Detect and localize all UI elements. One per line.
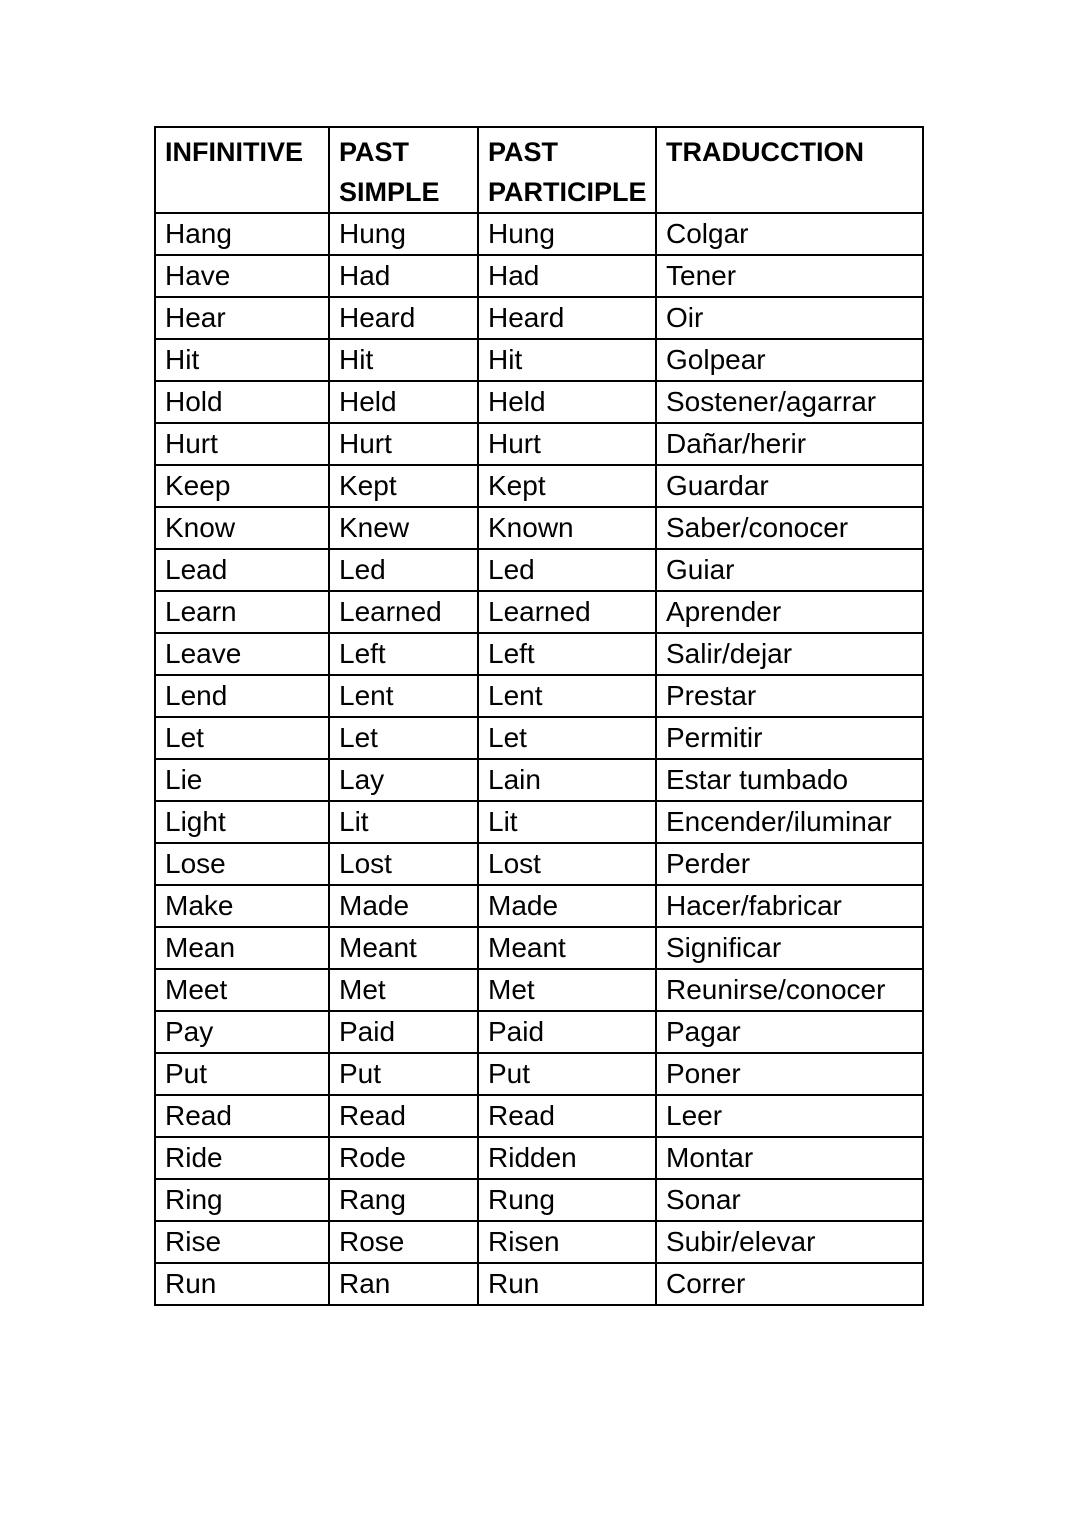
translation-cell: Sostener/agarrar [656, 381, 923, 423]
table-row [155, 927, 923, 969]
translation-cell: Leer [656, 1095, 923, 1137]
past-participle-cell: Risen [478, 1221, 656, 1263]
header-translation-line: TRADUCCTION [666, 137, 864, 167]
past-participle-cell: Met [478, 969, 656, 1011]
translation-cell: Golpear [656, 339, 923, 381]
infinitive-cell: Hit [155, 339, 329, 381]
header-past-simple [329, 127, 478, 213]
infinitive-cell: Hold [155, 381, 329, 423]
translation-cell: Subir/elevar [656, 1221, 923, 1263]
table-row [155, 507, 923, 549]
past-participle-cell: Known [478, 507, 656, 549]
past-participle-cell: Read [478, 1095, 656, 1137]
table-row [155, 255, 923, 297]
infinitive-cell: Let [155, 717, 329, 759]
past-simple-cell: Read [329, 1095, 478, 1137]
header-infinitive [155, 127, 329, 213]
past-simple-cell: Rose [329, 1221, 478, 1263]
table-header-row [155, 127, 923, 213]
irregular-verbs-table [154, 126, 924, 1306]
table-row [155, 801, 923, 843]
translation-cell: Pagar [656, 1011, 923, 1053]
past-simple-cell: Had [329, 255, 478, 297]
table-row [155, 1011, 923, 1053]
past-simple-cell: Knew [329, 507, 478, 549]
past-participle-cell: Lent [478, 675, 656, 717]
table-row [155, 549, 923, 591]
table-row [155, 339, 923, 381]
table-row [155, 1263, 923, 1305]
header-past-participle-line-2: PARTICIPLE [488, 177, 647, 207]
infinitive-cell: Ring [155, 1179, 329, 1221]
table-row [155, 717, 923, 759]
table-row [155, 381, 923, 423]
past-participle-cell: Hurt [478, 423, 656, 465]
table-row [155, 675, 923, 717]
past-participle-cell: Run [478, 1263, 656, 1305]
past-simple-cell: Learned [329, 591, 478, 633]
past-participle-cell: Made [478, 885, 656, 927]
infinitive-cell: Have [155, 255, 329, 297]
infinitive-cell: Ride [155, 1137, 329, 1179]
infinitive-cell: Make [155, 885, 329, 927]
translation-cell: Salir/dejar [656, 633, 923, 675]
past-participle-cell: Paid [478, 1011, 656, 1053]
infinitive-cell: Meet [155, 969, 329, 1011]
translation-cell: Guiar [656, 549, 923, 591]
infinitive-cell: Lead [155, 549, 329, 591]
table-row [155, 1095, 923, 1137]
translation-cell: Sonar [656, 1179, 923, 1221]
infinitive-cell: Read [155, 1095, 329, 1137]
past-participle-cell: Lit [478, 801, 656, 843]
past-simple-cell: Left [329, 633, 478, 675]
infinitive-cell: Lend [155, 675, 329, 717]
past-simple-cell: Rode [329, 1137, 478, 1179]
past-participle-cell: Kept [478, 465, 656, 507]
translation-cell: Estar tumbado [656, 759, 923, 801]
table-row [155, 1053, 923, 1095]
past-simple-cell: Heard [329, 297, 478, 339]
past-simple-cell: Held [329, 381, 478, 423]
past-simple-cell: Kept [329, 465, 478, 507]
infinitive-cell: Light [155, 801, 329, 843]
past-participle-cell: Lost [478, 843, 656, 885]
past-simple-cell: Lit [329, 801, 478, 843]
infinitive-cell: Keep [155, 465, 329, 507]
past-simple-cell: Led [329, 549, 478, 591]
past-simple-cell: Rang [329, 1179, 478, 1221]
past-participle-cell: Let [478, 717, 656, 759]
header-past-participle [478, 127, 656, 213]
translation-cell: Saber/conocer [656, 507, 923, 549]
past-participle-cell: Lain [478, 759, 656, 801]
table-body [155, 213, 923, 1305]
translation-cell: Montar [656, 1137, 923, 1179]
translation-cell: Significar [656, 927, 923, 969]
past-participle-cell: Meant [478, 927, 656, 969]
past-simple-cell: Lost [329, 843, 478, 885]
infinitive-cell: Lose [155, 843, 329, 885]
past-simple-cell: Let [329, 717, 478, 759]
infinitive-cell: Put [155, 1053, 329, 1095]
header-past-participle-line-1: PAST [488, 137, 559, 167]
header-translation [656, 127, 923, 213]
translation-cell: Encender/iluminar [656, 801, 923, 843]
table-row [155, 1179, 923, 1221]
translation-cell: Colgar [656, 213, 923, 255]
past-participle-cell: Put [478, 1053, 656, 1095]
header-past-simple-line-1: PAST [339, 137, 410, 167]
infinitive-cell: Hang [155, 213, 329, 255]
translation-cell: Tener [656, 255, 923, 297]
past-participle-cell: Learned [478, 591, 656, 633]
past-simple-cell: Hung [329, 213, 478, 255]
table-row [155, 465, 923, 507]
past-simple-cell: Meant [329, 927, 478, 969]
translation-cell: Perder [656, 843, 923, 885]
past-participle-cell: Led [478, 549, 656, 591]
infinitive-cell: Run [155, 1263, 329, 1305]
translation-cell: Guardar [656, 465, 923, 507]
translation-cell: Permitir [656, 717, 923, 759]
past-simple-cell: Made [329, 885, 478, 927]
table-row [155, 759, 923, 801]
table-row [155, 633, 923, 675]
past-simple-cell: Met [329, 969, 478, 1011]
table-row [155, 1221, 923, 1263]
table-row [155, 213, 923, 255]
header-infinitive-line: INFINITIVE [165, 137, 304, 167]
past-participle-cell: Ridden [478, 1137, 656, 1179]
past-participle-cell: Heard [478, 297, 656, 339]
infinitive-cell: Mean [155, 927, 329, 969]
past-simple-cell: Ran [329, 1263, 478, 1305]
translation-cell: Reunirse/conocer [656, 969, 923, 1011]
past-simple-cell: Lent [329, 675, 478, 717]
infinitive-cell: Rise [155, 1221, 329, 1263]
translation-cell: Poner [656, 1053, 923, 1095]
past-participle-cell: Had [478, 255, 656, 297]
infinitive-cell: Know [155, 507, 329, 549]
table-row [155, 591, 923, 633]
translation-cell: Aprender [656, 591, 923, 633]
infinitive-cell: Leave [155, 633, 329, 675]
past-simple-cell: Lay [329, 759, 478, 801]
past-participle-cell: Rung [478, 1179, 656, 1221]
infinitive-cell: Hear [155, 297, 329, 339]
infinitive-cell: Hurt [155, 423, 329, 465]
translation-cell: Dañar/herir [656, 423, 923, 465]
infinitive-cell: Pay [155, 1011, 329, 1053]
header-past-simple-line-2: SIMPLE [339, 177, 440, 207]
past-simple-cell: Paid [329, 1011, 478, 1053]
past-participle-cell: Left [478, 633, 656, 675]
table-row [155, 423, 923, 465]
translation-cell: Hacer/fabricar [656, 885, 923, 927]
past-participle-cell: Hit [478, 339, 656, 381]
past-participle-cell: Hung [478, 213, 656, 255]
table-row [155, 843, 923, 885]
translation-cell: Oir [656, 297, 923, 339]
table-row [155, 969, 923, 1011]
table-row [155, 1137, 923, 1179]
infinitive-cell: Learn [155, 591, 329, 633]
table-row [155, 297, 923, 339]
past-simple-cell: Hit [329, 339, 478, 381]
table-row [155, 885, 923, 927]
infinitive-cell: Lie [155, 759, 329, 801]
translation-cell: Correr [656, 1263, 923, 1305]
translation-cell: Prestar [656, 675, 923, 717]
past-simple-cell: Put [329, 1053, 478, 1095]
past-participle-cell: Held [478, 381, 656, 423]
past-simple-cell: Hurt [329, 423, 478, 465]
